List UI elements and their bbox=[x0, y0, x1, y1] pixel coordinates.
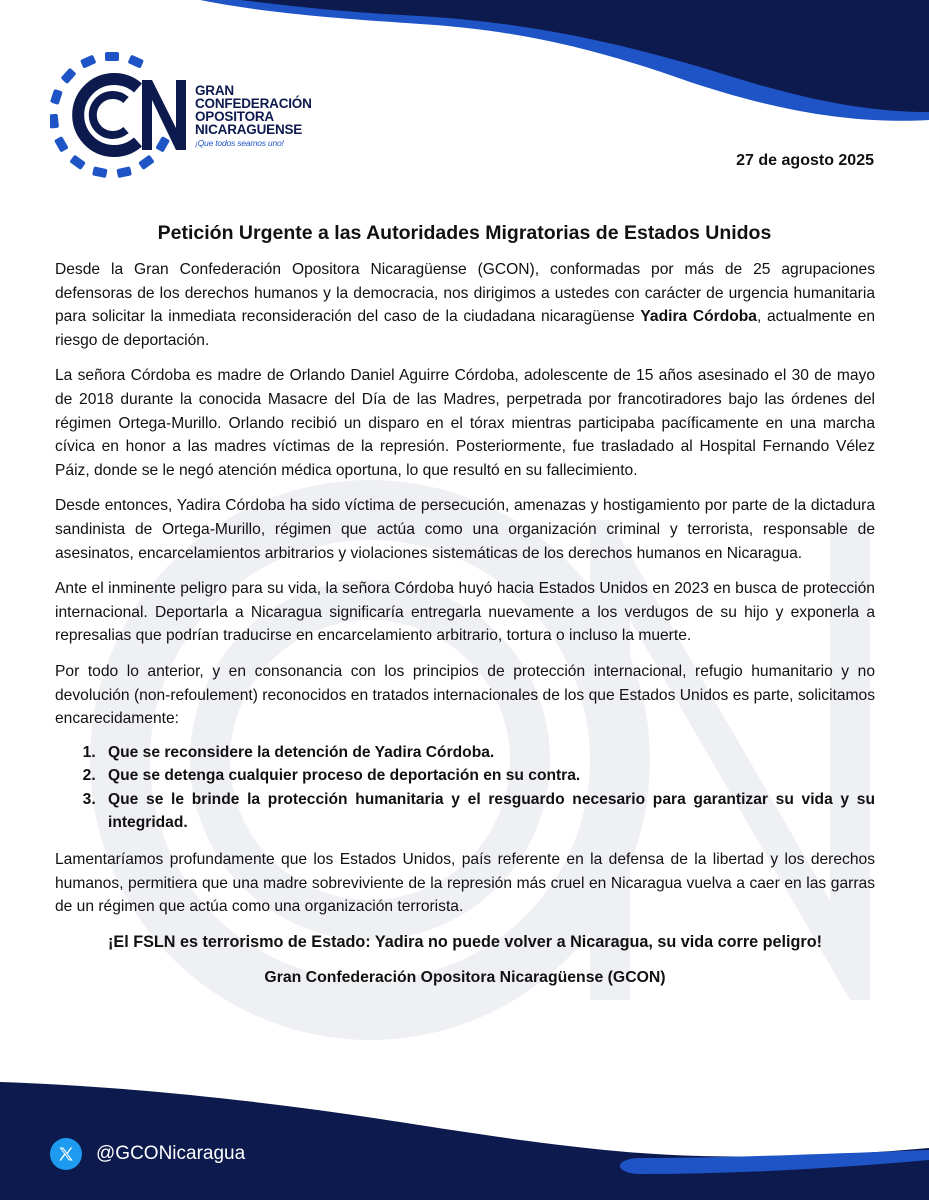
social-handle-text: @GCONicaragua bbox=[96, 1143, 246, 1164]
paragraph-1-text: Desde la Gran Confederación Opositora Nicaragüense (GCON), conformadas por más de 25 agrupaciones defensoras de los derechos humanos y la democracia, nos dirigimos a ustedes con carácter de urgencia humanitaria para solicitar la inmediata reconsideración del caso de la ciudadana nicaragüense bbox=[55, 261, 875, 326]
request-item: 2. Que se detenga cualquier proceso de deportación en su contra. bbox=[100, 764, 875, 788]
paragraph-4: Ante el inminente peligro para su vida, la señora Córdoba huyó hacia Estados Unidos en 2023 en busca de protección internacional. Deportarla a Nicaragua significaría entregarla nuevamente a los verdugos de su hijo y exponerla a represalias que podrían traducirse en encarcelamiento arbitrario, tortura o incluso la muerte. bbox=[55, 580, 875, 645]
requests-list bbox=[55, 741, 875, 835]
gcon-logo bbox=[50, 50, 190, 180]
org-name-line2: CONFEDERACIÓN bbox=[195, 96, 312, 111]
person-name: Yadira Córdoba bbox=[640, 308, 757, 326]
request-item: 1. Que se reconsidere la detención de Yadira Córdoba. bbox=[100, 741, 875, 765]
x-logo-icon bbox=[50, 1138, 82, 1170]
request-item: 3. Que se le brinde la protección humanitaria y el resguardo necesario para garantizar su vida y su integridad. bbox=[100, 788, 875, 835]
logo-tagline: ¡Que todos seamos uno! bbox=[195, 138, 284, 148]
document-date: 27 de agosto 2025 bbox=[736, 152, 874, 169]
paragraph-6: Lamentaríamos profundamente que los Estados Unidos, país referente en la defensa de la libertad y los derechos humanos, permitiera que una madre sobreviviente de la represión más cruel en Nicaragua vuelva a caer en las garras de un régimen que actúa como una organización terrorista. bbox=[55, 851, 875, 916]
paragraph-1 bbox=[55, 258, 875, 352]
closing-slogan: ¡El FSLN es terrorismo de Estado: Yadira no puede volver a Nicaragua, su vida corre peligro! bbox=[108, 932, 822, 951]
paragraph-5: Por todo lo anterior, y en consonancia con los principios de protección internacional, refugio humanitario y no devolución (non-refoulement) reconocidos en tratados internacionales de los que Estados Unidos es parte, solicitamos encarecidamente: bbox=[55, 662, 875, 728]
org-name-line3: OPOSITORA bbox=[195, 109, 274, 124]
paragraph-3: Desde entonces, Yadira Córdoba ha sido víctima de persecución, amenazas y hostigamiento por parte de la dictadura sandinista de Ortega-Murillo, régimen que actúa como una organización criminal y terrorista, responsable de asesinatos, encarcelamientos arbitrarios y violaciones sistemáticas de los derechos humanos en Nicaragua. bbox=[55, 497, 875, 562]
signature: Gran Confederación Opositora Nicaragüense (GCON) bbox=[264, 969, 666, 987]
paragraph-1-tail: , actualmente en riesgo de deportación. bbox=[55, 308, 876, 349]
social-handle[interactable] bbox=[50, 1138, 245, 1170]
paragraph-2: La señora Córdoba es madre de Orlando Daniel Aguirre Córdoba, adolescente de 15 años asesinado el 30 de mayo de 2018 durante la conocida Masacre del Día de las Madres, perpetrada por francotiradores bajo las órdenes del régimen Ortega-Murillo. Orlando recibió un disparo en el tórax mientras participaba pacíficamente en una marcha cívica en honor a las madres víctimas de la represión. Posteriormente, fue trasladado al Hospital Fernando Vélez Páiz, donde se le negó atención médica oportuna, lo que resultó en su fallecimiento. bbox=[55, 367, 875, 479]
logo-wordmark bbox=[195, 84, 312, 150]
org-name-line4: NICARAGUENSE bbox=[195, 122, 303, 137]
document-title: Petición Urgente a las Autoridades Migratorias de Estados Unidos bbox=[157, 222, 772, 244]
org-name-line1: GRAN bbox=[195, 83, 234, 98]
document-body bbox=[55, 258, 875, 1002]
